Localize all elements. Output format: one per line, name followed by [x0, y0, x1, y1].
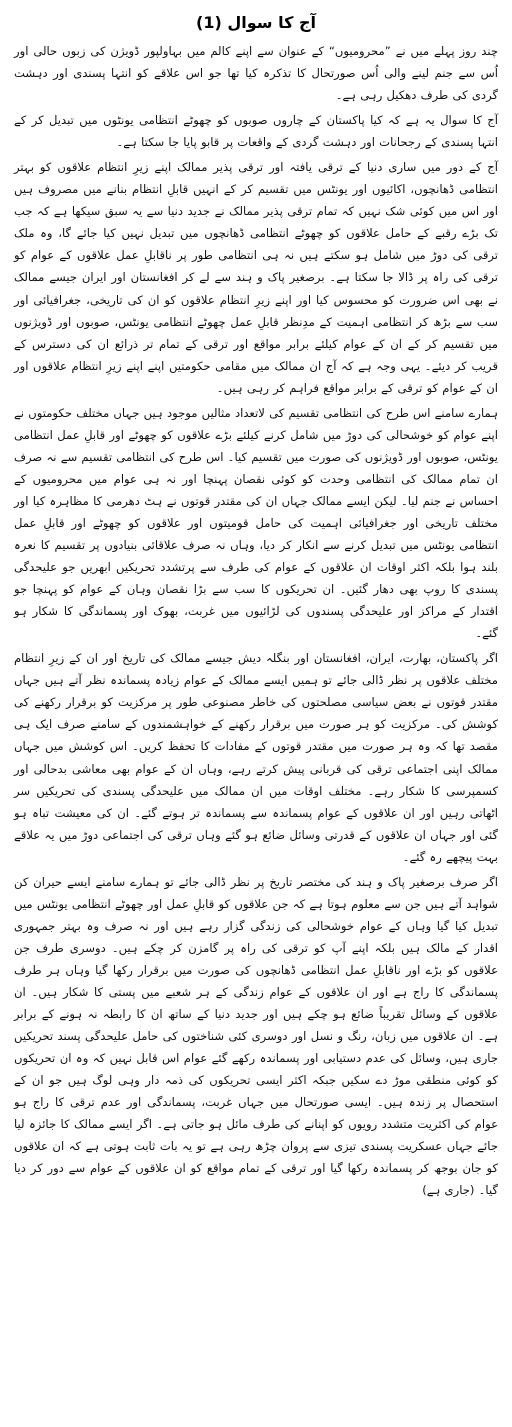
article-paragraph-4: ہمارے سامنے اس طرح کی انتظامی تقسیم کی لاتعداد مثالیں موجود ہیں جہاں مختلف حکومتوں نے اپنے عوام کو خوشحالی کی دوڑ میں شامل کرنے کیلئے بڑے علاقوں کو چھوٹے اور قابلِ عمل انتظامی یونٹس، صوبوں اور ڈویژنوں کی صورت میں تقسیم کیا۔ اس طرح کی انتظامی تقسیم سے نہ صرف ان تمام ممالک کی انتظامی وحدت کو کوئی نقصان پہنچا اور نہ ہی عوام میں محرومیوں کے احساس نے جنم لیا۔ لیکن ایسے ممالک جہاں ان کی مقتدر قوتوں نے ہٹ دھرمی کا مظاہرہ کیا اور مختلف تاریخی اور جغرافیائی اہمیت کی حامل قومیتوں اور علاقوں کو چھوٹے اور قابلِ عمل انتظامی یونٹس میں تبدیل کرنے سے انکار کر دیا، وہاں نہ صرف علاقائی بنیادوں پر تقسیم کا نعرہ بلند ہوا بلکہ اکثر اوقات ان علاقوں کے عوام کی طرف سے پرتشدد تحریکیں ابھریں جو علیحدگی پسندی کا روپ بھی دھار گئیں۔ ان تحریکوں کا سب سے بڑا نقصان وہاں کے عوام کو پہنچا جو اقتدار کے مراکز اور علیحدگی پسندوں کی لڑائیوں میں غربت، بھوک اور پسماندگی کا شکار ہو گئے۔ [14, 405, 498, 641]
article-paragraph-1: چند روز پہلے میں نے ”محرومیوں“ کے عنوان سے اپنے کالم میں بہاولپور ڈویژن کی زبوں حالی اور اُس سے جنم لینے والی اُس صورتحال کا تذکرہ کیا تھا جو اس علاقے کو انتہا پسندی اور دہشت گردی کی طرف دھکیل رہی ہے۔ [14, 44, 498, 103]
article-title: آج کا سوال (1) [196, 13, 316, 32]
article-paragraph-2: آج کا سوال یہ ہے کہ کیا پاکستان کے چاروں صوبوں کو چھوٹے انتظامی یونٹوں میں تبدیل کر کے انتہا پسندی کے رجحانات اور دہشت گردی کے واقعات پر قابو پایا جا سکتا ہے۔ [14, 113, 498, 150]
article-paragraph-5: اگر پاکستان، بھارت، ایران، افغانستان اور بنگلہ دیش جیسے ممالک کی تاریخ اور ان کے زیرِ انتظام مختلف علاقوں پر نظر ڈالی جائے تو ہمیں ایسے ممالک کے عوام زیادہ پسماندہ نظر آتے ہیں جہاں مقتدر قوتوں نے بعض سیاسی مصلحتوں کی خاطر مصنوعی طور پر مرکزیت کو برقرار رکھنے کی کوشش کی۔ مرکزیت کو ہر صورت میں برقرار رکھنے کے خواہشمندوں کے سامنے صرف ایک ہی مقصد تھا کہ وہ ہر صورت میں مقتدر قوتوں کے مفادات کا تحفظ کریں۔ اس کوشش میں جہاں ممالک اپنی اجتماعی ترقی کی قربانی پیش کرتے رہے، وہاں ان کے عوام بھی معاشی بدحالی اور کسمپرسی کا شکار رہے۔ مختلف اوقات میں ان ممالک میں علیحدگی پسندی کی تحریکیں سر اٹھاتی رہیں اور ان علاقوں کے عوام پسماندہ سے پسماندہ تر ہوتے گئے۔ ان کی معیشت تباہ ہو گئی اور جہاں ان علاقوں کے قدرتی وسائل ضائع ہو گئے وہاں ترقی کی اجتماعی دوڑ میں یہ علاقے بہت پیچھے رہ گئے۔ [14, 651, 498, 864]
article-paragraph-6: اگر صرف برصغیر پاک و ہند کی مختصر تاریخ پر نظر ڈالی جائے تو ہمارے سامنے ایسے حیران کن شواہد آتے ہیں جن سے معلوم ہوتا ہے کہ جن علاقوں کو قابلِ عمل اور چھوٹے انتظامی یونٹس میں تبدیل کیا گیا وہاں کے عوام خوشحالی کی زندگی گزار رہے ہیں اور نہ صرف وہ بہتر جمہوری اقدار کے مالک ہیں بلکہ اپنے آپ کو ترقی کی راہ پر گامزن کر چکے ہیں۔ دوسری طرف جن علاقوں کو بڑے اور ناقابلِ عمل انتظامی ڈھانچوں کی صورت میں برقرار رکھا گیا وہاں ہر طرف پسماندگی کا راج ہے اور ان علاقوں کے عوام زندگی کے ہر شعبے میں پستی کا شکار ہیں۔ ان علاقوں کے وسائل تقریباً ضائع ہو چکے ہیں اور جدید دنیا کے ساتھ ان کا رابطہ نہ ہونے کے برابر ہے۔ ان علاقوں میں زبان، رنگ و نسل اور دوسری کئی شناختوں کی حامل علیحدگی پسند تحریکیں جاری ہیں، وسائل کی عدم دستیابی اور پسماندہ رکھے گئے عوام اس قابل نہیں کہ وہ ان تحریکوں کو کوئی منطقی موڑ دے سکیں جبکہ اکثر ایسی تحریکوں کی ذمہ دار وہی لوگ ہیں جو ان کے استحصال پر زندہ ہیں۔ ایسی صورتحال میں جہاں غربت، پسماندگی اور عدم ترقی کا راج ہو عوام کی اکثریت متشدد رویوں کو اپنانے کی طرف مائل ہو جاتی ہے۔ اگر ایسے ممالک کا جائزہ لیا جائے جہاں عسکریت پسندی تیزی سے پروان چڑھ رہی ہے تو یہ بات ثابت ہوتی ہے کہ ان علاقوں کو جان بوجھ کر پسماندہ رکھا گیا اور ترقی کے تمام مواقع کو ان علاقوں کے عوام سے دور کر دیا گیا۔ (جاری ہے) [14, 874, 498, 1198]
article-paragraph-3: آج کے دور میں ساری دنیا کے ترقی یافتہ اور ترقی پذیر ممالک اپنے زیرِ انتظام علاقوں کو بہتر انتظامی ڈھانچوں، اکائیوں اور یونٹس میں تقسیم کر کے انہیں قابلِ انتظام بنانے میں مصروف ہیں اور اس میں کوئی شک نہیں کہ تمام ترقی پذیر ممالک نے جدید دنیا سے یہ سبق سیکھا ہے کہ جب تک بڑے رقبے کے حامل علاقوں کو چھوٹے انتظامی ڈھانچوں میں تبدیل نہیں کیا جائے گا، وہ ملک ترقی کی دوڑ میں شامل ہو سکتے ہیں نہ ہی انتظامی طور پر ناقابلِ عمل علاقوں کے عوام کو ترقی کی راہ پر ڈالا جا سکتا ہے۔ برصغیر پاک و ہند سے لے کر افغانستان اور ایران جیسے ممالک نے بھی اس ضرورت کو محسوس کیا اور اپنے زیرِ انتظام علاقوں کو ان کی تاریخی، جغرافیائی اور سب سے بڑھ کر انتظامی اہمیت کے مدِنظر قابلِ عمل چھوٹے انتظامی یونٹس، صوبوں اور ڈویژنوں میں تقسیم کر کے ان کے عوام کیلئے برابر مواقع اور ترقی کے تمام تر ذرائع ان کی دسترس کے قریب کر دیئے۔ یہی وجہ ہے کہ آج ان ممالک میں مقامی حکومتیں اپنے اپنے زیرِ انتظام علاقوں اور ان کے عوام کو ترقی کے برابر مواقع فراہم کر رہی ہیں۔ [14, 160, 498, 395]
